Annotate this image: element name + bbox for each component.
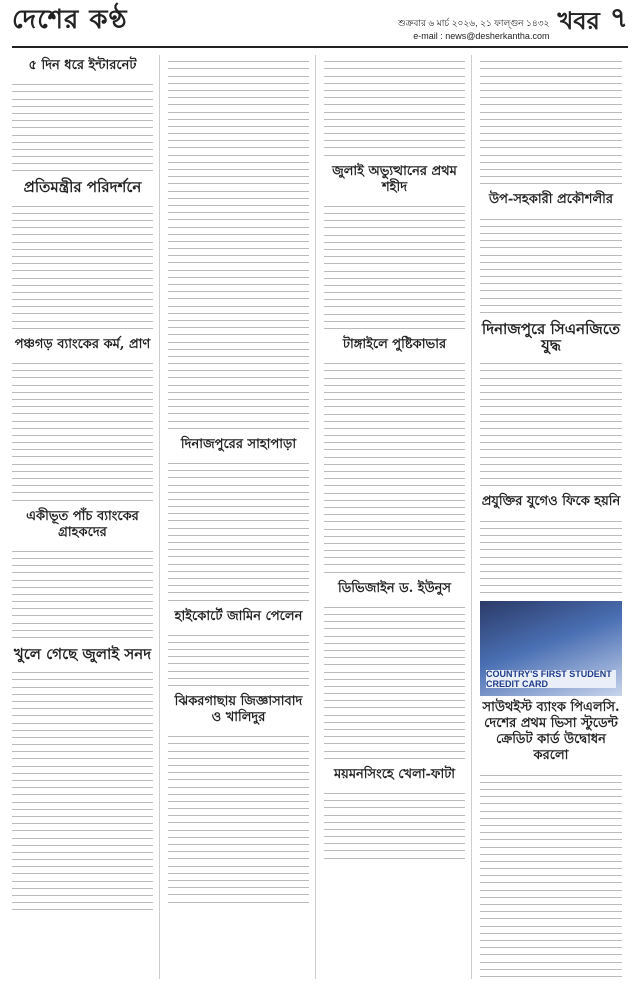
column-3 — [324, 55, 472, 979]
column-4 — [480, 55, 628, 979]
story — [480, 700, 622, 979]
body-lines — [480, 55, 622, 184]
story — [12, 179, 153, 328]
masthead-right — [398, 0, 628, 43]
body-lines — [168, 55, 309, 429]
headline: ৫ দিন ধরে ইন্টারনেট — [28, 58, 137, 73]
masthead — [12, 1, 628, 48]
story — [480, 494, 622, 593]
headline: ডিভিজাইন ড. ইউনুস — [338, 580, 451, 596]
story — [12, 509, 153, 638]
headline: উপ-সহকারী প্রকৌশলীর — [488, 192, 613, 208]
story — [324, 337, 465, 573]
story — [324, 164, 465, 329]
headline: প্রযুক্তির যুগেও ফিকে হয়নি — [481, 494, 621, 510]
body-lines — [324, 601, 465, 759]
body-lines — [12, 666, 153, 910]
headline: প্রতিমন্ত্রীর পরিদর্শনে — [23, 178, 142, 197]
photo-banner: COUNTRY'S FIRST STUDENT CREDIT CARD — [486, 670, 616, 688]
newspaper-logo: দেশের কণ্ঠ — [12, 5, 128, 35]
body-lines — [480, 768, 622, 979]
body-lines — [480, 357, 622, 486]
story — [480, 321, 622, 486]
headline: দিনাজপুরে সিএনজিতে যুদ্ধ — [481, 320, 621, 354]
column-2 — [168, 55, 316, 979]
story — [168, 609, 309, 687]
event-photo — [480, 601, 622, 696]
body-lines — [12, 199, 153, 328]
headline: ঝিকরগাছায় জিজ্ঞাসাবাদ ও খালিদুর — [174, 694, 303, 725]
body-lines — [168, 629, 309, 687]
body-lines — [324, 55, 465, 156]
headline: টাঙ্গাইলে পুষ্টিকাভার — [342, 337, 447, 352]
story — [12, 58, 153, 171]
headline: জুলাই অভ্যুত্থানের প্রথম শহীদ — [332, 163, 457, 195]
body-lines — [168, 730, 309, 903]
body-lines — [324, 200, 465, 329]
story — [168, 437, 309, 601]
story — [324, 767, 465, 859]
story — [324, 581, 465, 759]
page-number: ৭ — [609, 1, 628, 34]
headline: হাইকোর্টে জামিন পেলেন — [174, 608, 303, 624]
story — [12, 337, 153, 501]
headline: একীভূত পাঁচ ব্যাংকের গ্রাহকদের — [26, 508, 139, 540]
contact-email: e-mail : news@desherkantha.com — [413, 31, 550, 41]
body-lines — [324, 357, 465, 573]
story — [168, 694, 309, 903]
body-lines — [168, 457, 309, 601]
story — [12, 646, 153, 910]
body-lines — [480, 212, 622, 313]
headline: সাউথইস্ট ব্যাংক পিএলসি. দেশের প্রথম ভিসা স্টুডেন্ট ক্রেডিট কার্ড উদ্বোধন করলো — [482, 700, 620, 764]
headline: খুলে গেছে জুলাই সনদ — [13, 645, 152, 663]
headline: দিনাজপুরের সাহাপাড়া — [180, 436, 297, 452]
story — [480, 55, 622, 184]
body-lines — [324, 787, 465, 859]
section-title: খবর — [557, 6, 600, 35]
story — [480, 192, 622, 313]
body-lines — [12, 545, 153, 638]
issue-date: শুক্রবার ৬ মার্চ ২০২৬, ২১ ফাল্গুন ১৪৩২ — [398, 18, 550, 28]
column-1 — [12, 55, 160, 979]
story — [324, 55, 465, 156]
masthead-meta — [398, 17, 549, 43]
columns — [12, 55, 628, 979]
body-lines — [12, 78, 153, 171]
headline: পঞ্চগড় ব্যাংকের কর্ম, প্রাণ — [14, 336, 151, 352]
headline: ময়মনসিংহে খেলা-ফাটা — [333, 766, 456, 782]
story — [168, 55, 309, 429]
body-lines — [12, 357, 153, 501]
body-lines — [480, 514, 622, 593]
